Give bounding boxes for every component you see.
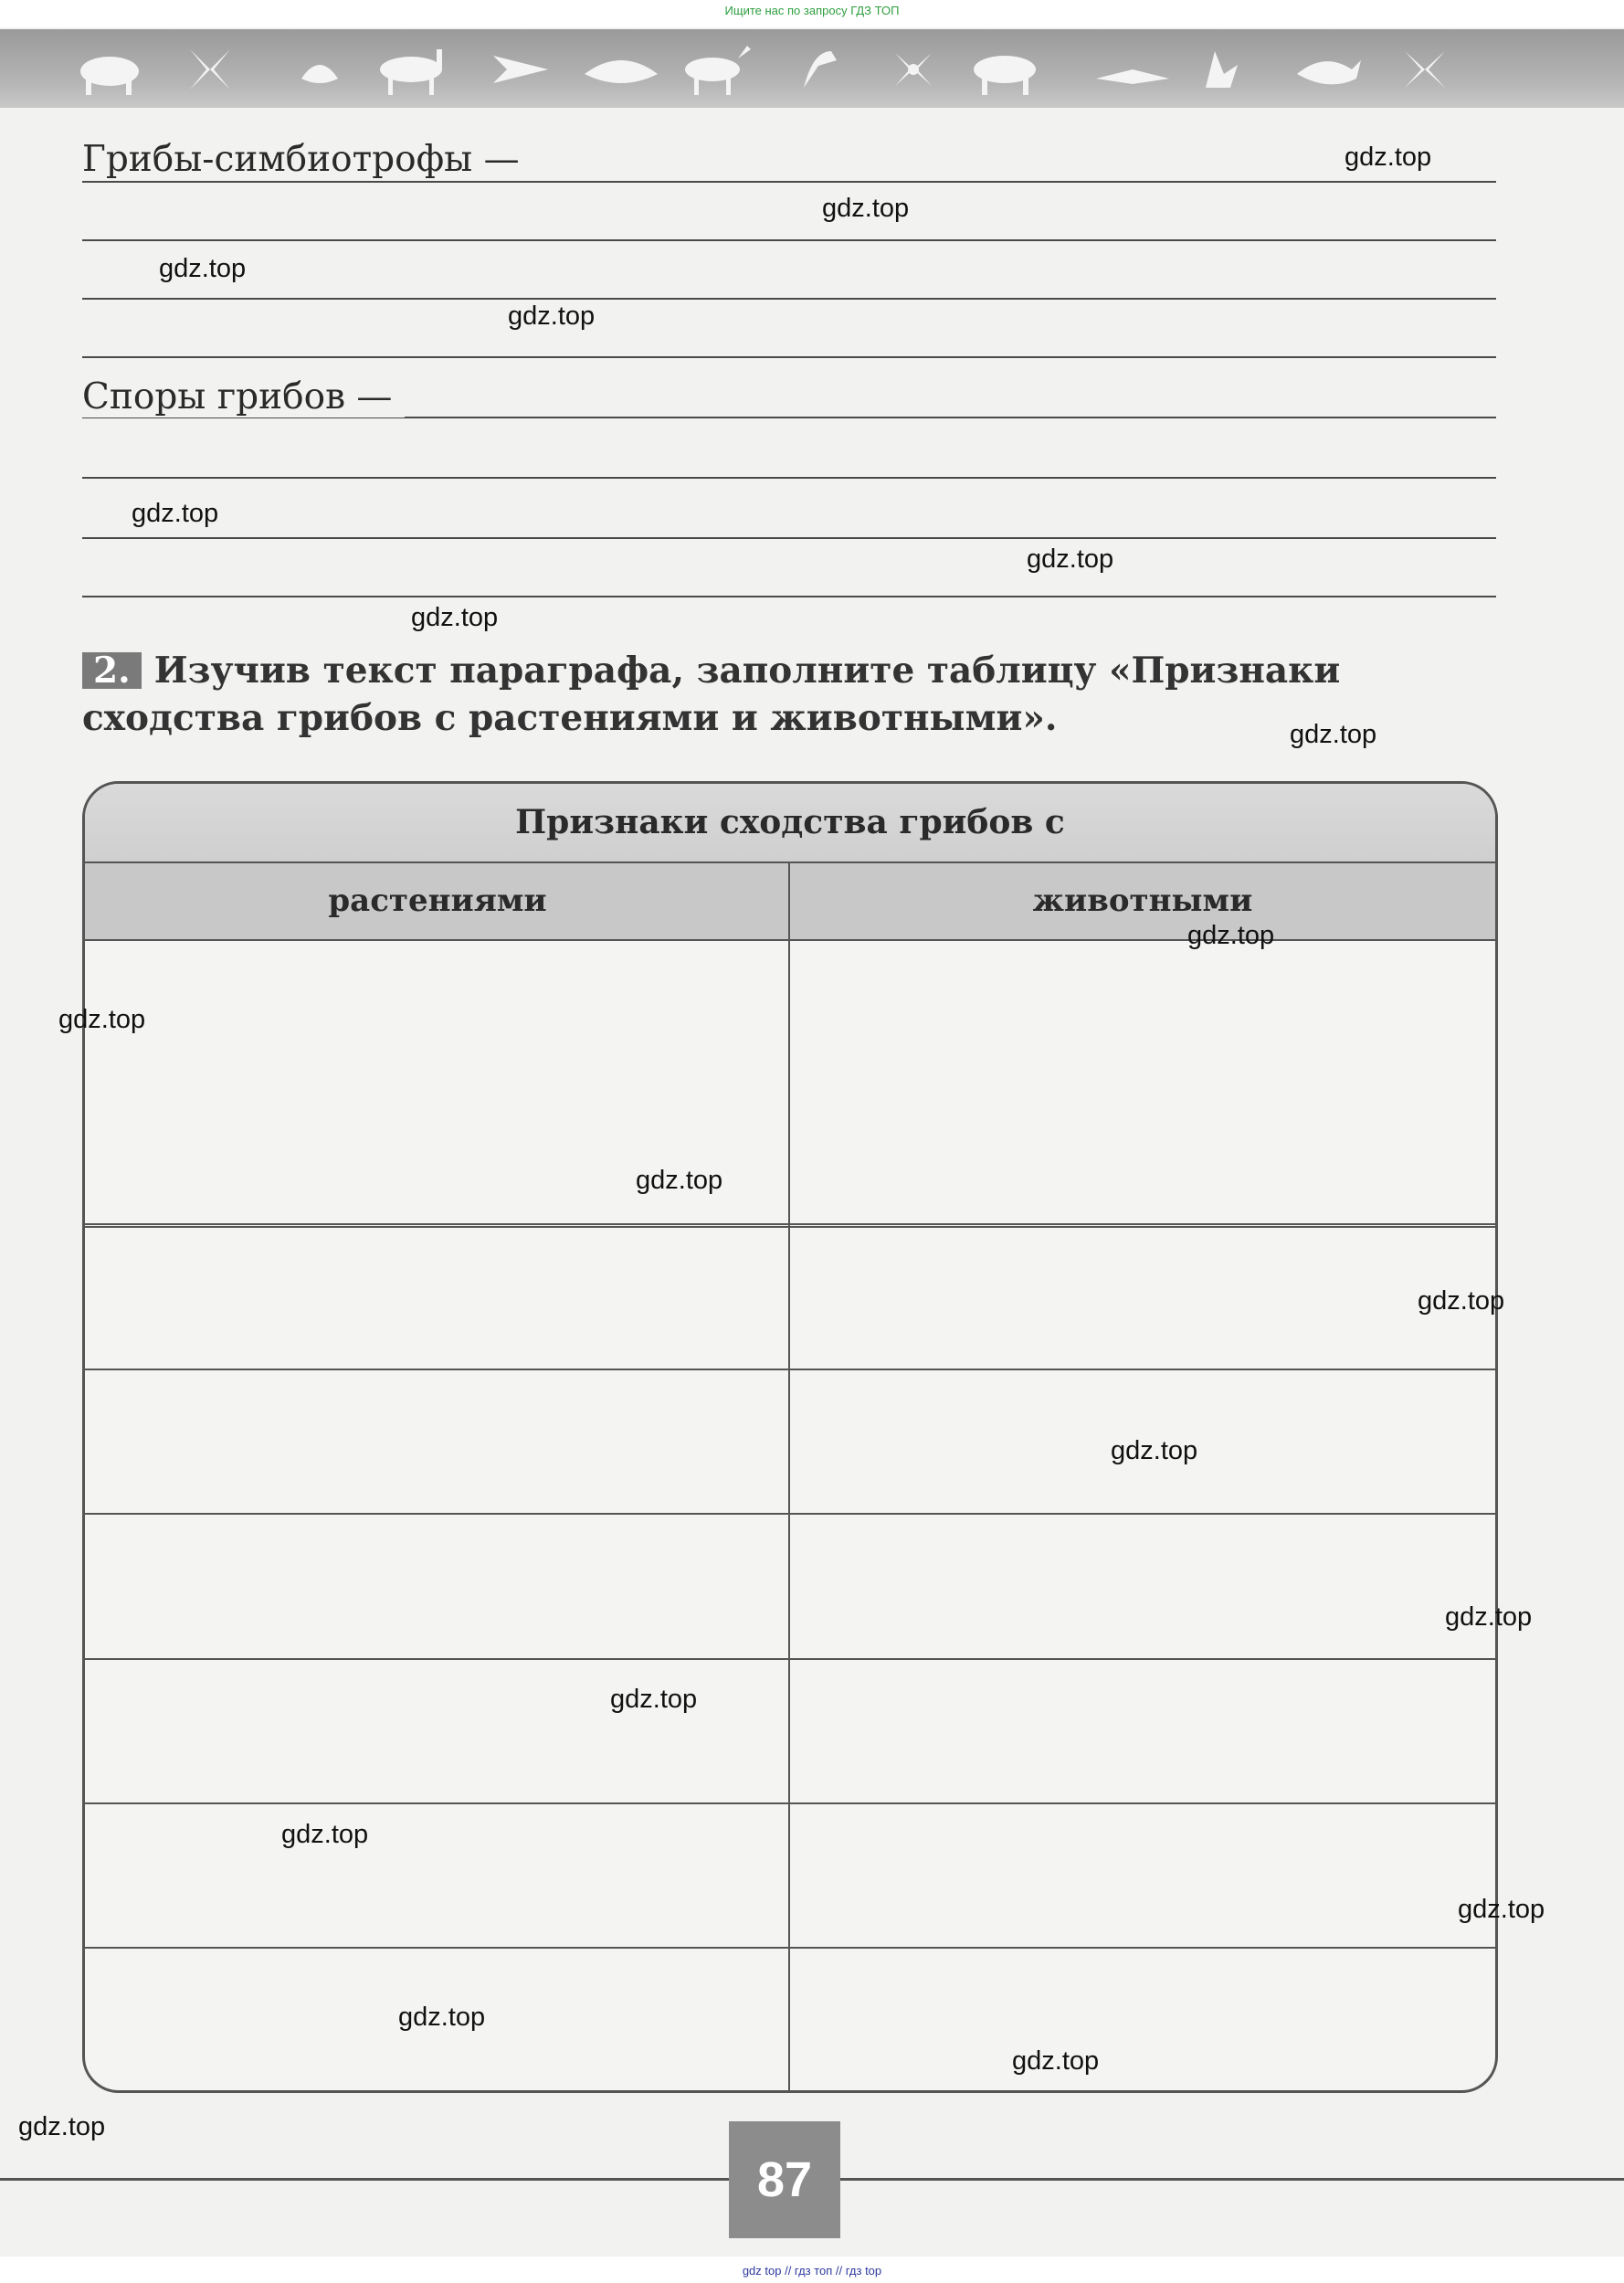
table-row-divider — [85, 1658, 1495, 1660]
watermark: gdz.top — [1111, 1436, 1198, 1465]
watermark: gdz.top — [18, 2112, 106, 2141]
similarity-table — [82, 781, 1498, 2093]
watermark: gdz.top — [610, 1685, 698, 1714]
watermark: gdz.top — [398, 2003, 486, 2032]
watermark: gdz.top — [1027, 544, 1114, 574]
watermark: gdz.top — [411, 603, 499, 632]
answer-line[interactable] — [82, 596, 1496, 597]
table-row-divider — [85, 1226, 1495, 1228]
table-header — [85, 861, 1495, 941]
watermark: gdz.top — [1418, 1286, 1505, 1316]
answer-line[interactable] — [82, 181, 1496, 183]
table-row-divider — [85, 1947, 1495, 1949]
watermark: gdz.top — [132, 499, 219, 528]
watermark: gdz.top — [1012, 2046, 1100, 2076]
watermark: gdz.top — [1187, 921, 1275, 950]
header-band — [0, 29, 1624, 108]
column-header-animals: животными — [1032, 883, 1253, 919]
table-row-divider — [85, 1369, 1495, 1370]
watermark: gdz.top — [159, 254, 247, 283]
watermark: gdz.top — [58, 1005, 146, 1034]
watermark: gdz.top — [1345, 143, 1432, 172]
watermark: gdz.top — [1445, 1602, 1533, 1632]
task-number: 2. — [82, 652, 142, 689]
answer-line[interactable] — [82, 356, 1496, 358]
answer-line[interactable] — [82, 239, 1496, 241]
table-row-divider — [85, 1513, 1495, 1515]
table-title: Признаки сходства грибов с — [85, 784, 1495, 861]
watermark: gdz.top — [1290, 720, 1377, 749]
column-divider — [788, 861, 790, 2090]
watermark: gdz.top — [508, 301, 596, 331]
watermark: gdz.top — [281, 1820, 369, 1849]
answer-line[interactable] — [82, 537, 1496, 539]
table-row-divider — [85, 1223, 1495, 1225]
page-number: 87 — [729, 2121, 840, 2238]
answer-line[interactable] — [82, 477, 1496, 479]
footer-note: gdz top // гдз топ // гдз top — [742, 2264, 882, 2278]
column-header-plants: растениями — [328, 883, 547, 919]
top-note: Ищите нас по запросу ГДЗ ТОП — [724, 4, 900, 17]
watermark: gdz.top — [822, 194, 910, 223]
term-symbiotrophs: Грибы-симбиотрофы — — [82, 139, 533, 180]
watermark: gdz.top — [1458, 1895, 1545, 1924]
animal-silhouettes-icon — [73, 42, 1534, 97]
watermark: gdz.top — [636, 1166, 723, 1195]
term-spores: Споры грибов — — [82, 376, 405, 417]
task-2 — [82, 647, 1496, 742]
task-text: Изучив текст параграфа, заполните таблицу «Признаки сходства грибов с растениями и животными». — [82, 650, 1341, 739]
table-row-divider — [85, 1802, 1495, 1804]
answer-line[interactable] — [82, 298, 1496, 300]
